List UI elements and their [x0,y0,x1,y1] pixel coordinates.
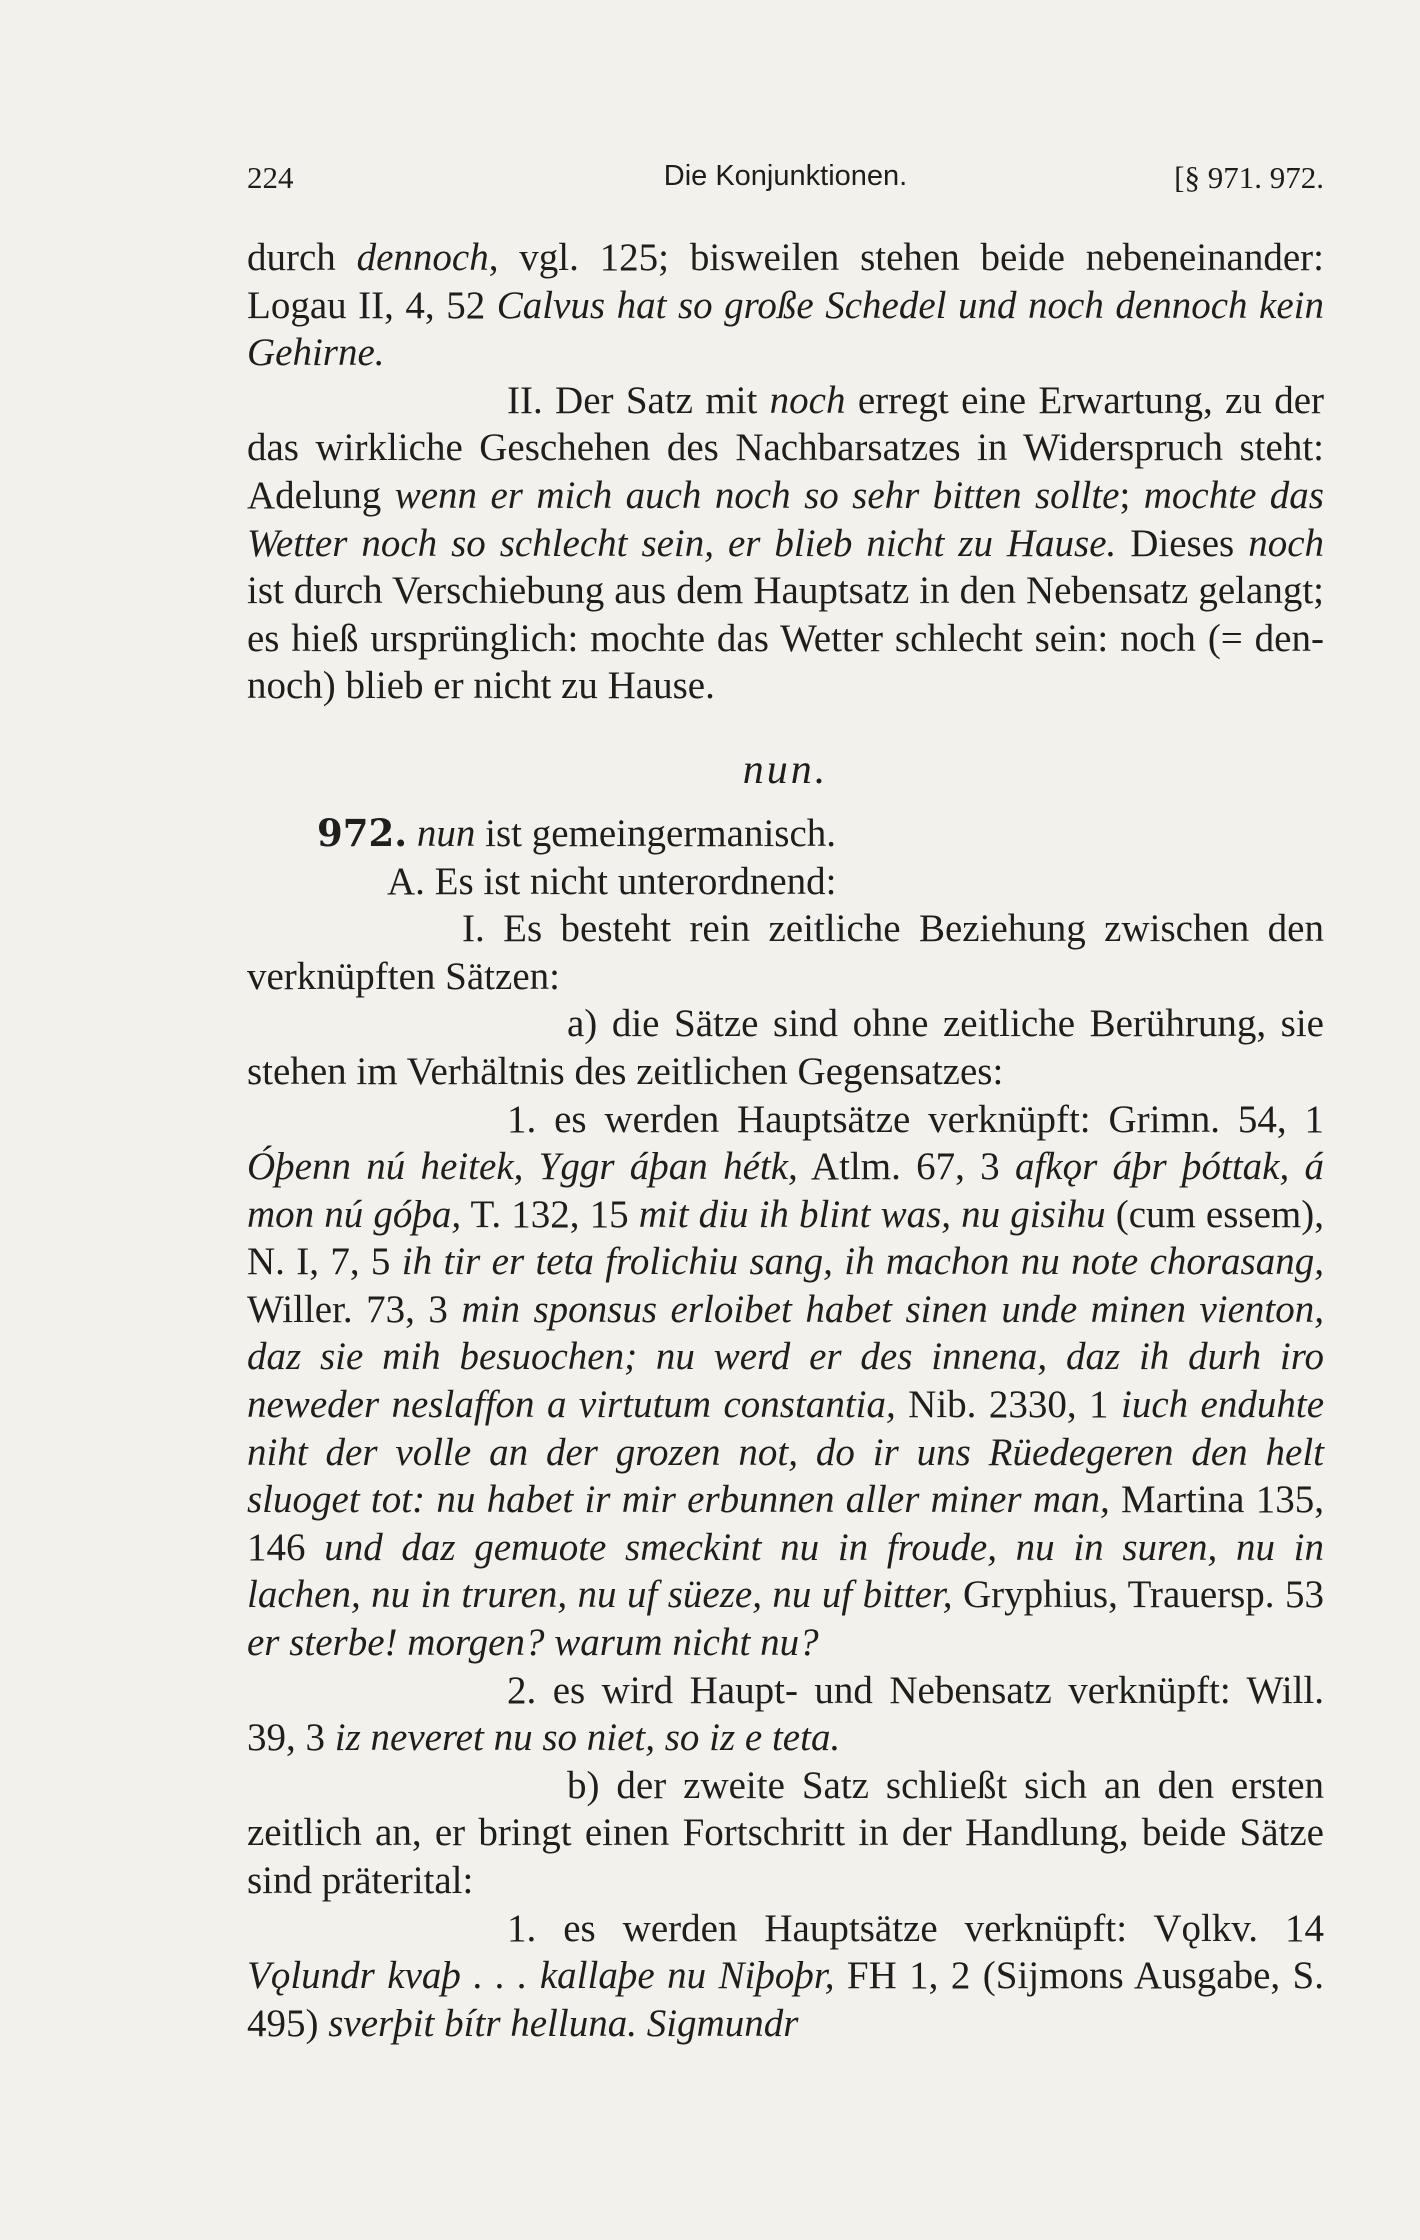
paragraph-A: A. Es ist nicht unterordnend: [387,859,837,903]
section-reference: [§ 971. 972. [1174,160,1324,195]
running-header [247,160,1324,204]
section-heading-nun: nun. [742,746,829,793]
paragraph-972: 972. nun ist gemeingermanisch. [317,810,837,855]
text-column [247,160,1324,2047]
paragraph-section-II: II. Der Satz mit noch erregt eine Erwartung, zu der das wirkliche Geschehen des Nachbarsatzes in Widerspruch steht: Adelung wenn er mich auch noch so sehr bitten sollte; mochte das Wetter noch so schlecht sein, er blieb nicht zu Hause. Dieses noch ist durch Verschiebung aus dem Hauptsatz in den Nebensatz gelangt; es hieß ursprünglich: mochte das Wetter schlecht sein: noch (= dennoch) blieb er nicht zu Hause. [247,378,1324,708]
paragraph-dennoch: durch dennoch, vgl. 125; bisweilen stehen beide nebeneinander: Logau II, 4, 52 Calvus hat so große Schedel und noch dennoch kein Gehirne. [247,236,1325,375]
running-title: Die Konjunktionen. [663,160,908,192]
paragraph-a: a) die Sätze sind ohne zeitliche Berührung, sie stehen im Verhältnis des zeitlichen Gegensatzes: [247,1002,1324,1093]
paragraph-b-1: 1. es werden Hauptsätze verknüpft: Vǫlkv. 14 Vǫlundr kvaþ . . . kallaþe nu Niþoþr, FH 1, 2 (Sijmons Ausgabe, S. 495) sverþit bítr helluna. Sigmundr [247,1906,1324,2045]
paragraph-a-1: 1. es werden Hauptsätze verknüpft: Grimn. 54, 1 Óþenn nú heitek, Yggr áþan hétk, Atlm. 67, 3 afkǫr áþr þóttak, á mon nú góþa, T. 132, 15 mit diu ih blint was, nu gisihu (cum essem), N. I, 7, 5 ih tir er teta frolichiu sang, ih machon nu note chorasang, Willer. 73, 3 min sponsus erloibet habet sinen unde minen vienton, daz sie mih besuochen; nu werd er des innena, daz ih durh iro neweder neslaffon a virtutum constantia, Nib. 2330, 1 iuch enduhte niht der volle an der grozen not, do ir uns Rüedegeren den helt sluoget tot: nu habet ir mir erbunnen aller miner man, Martina 135, 146 und daz gemuote smeckint nu in froude, nu in suren, nu in lachen, nu in truren, nu uf süeze, nu uf bitter, Gryphius, Trauersp. 53 er sterbe! morgen? warum nicht nu? [247,1097,1325,1665]
paragraph-b: b) der zweite Satz schließt sich an den ersten zeitlich an, er bringt einen Fortschritt in der Handlung, beide Sätze sind präterital: [247,1763,1324,1902]
page-body [247,234,1324,2047]
paragraph-a-2: 2. es wird Haupt- und Nebensatz verknüpft: Will. 39, 3 iz neveret nu so niet, so iz e teta. [247,1668,1324,1760]
section-number: 972. [317,810,408,855]
page-number: 224 [247,160,294,195]
paragraph-I: I. Es besteht rein zeitliche Beziehung zwischen den verknüpften Sätzen: [247,907,1324,998]
